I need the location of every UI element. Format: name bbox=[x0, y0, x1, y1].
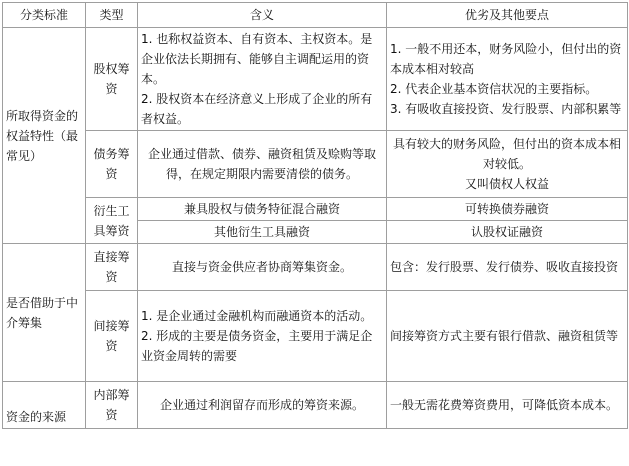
meaning-derivative-other: 其他衍生工具融资 bbox=[138, 221, 387, 244]
type-internal-financing: 内部筹资 bbox=[86, 382, 138, 429]
pros-debt-financing bbox=[387, 131, 628, 198]
meaning-direct-financing: 直接与资金供应者协商筹集资金。 bbox=[138, 244, 387, 291]
pros-debt-point-1: 具有较大的财务风险，但付出的资本成本相对较低。 bbox=[392, 137, 621, 171]
category-intermediary: 是否借助于中介筹集 bbox=[3, 244, 86, 382]
table-row-derivative-hybrid bbox=[3, 198, 628, 221]
meaning-indirect-point-1: 1. 是企业通过金融机构而融通资本的活动。 bbox=[141, 309, 373, 323]
pros-derivative-hybrid: 可转换债券融资 bbox=[387, 198, 628, 221]
meaning-debt-financing: 企业通过借款、债券、融资租赁及赊购等取得，在规定期限内需要清偿的债务。 bbox=[138, 131, 387, 198]
pros-derivative-other: 认股权证融资 bbox=[387, 221, 628, 244]
pros-internal-financing: 一般无需花费筹资费用，可降低资本成本。 bbox=[387, 382, 628, 429]
category-funds-source: 资金的来源 bbox=[3, 382, 86, 429]
meaning-indirect-point-2: 2. 形成的主要是债务资金，主要用于满足企业资金周转的需要 bbox=[141, 329, 373, 363]
header-pros-cons: 优劣及其他要点 bbox=[387, 3, 628, 28]
header-classification-standard: 分类标准 bbox=[3, 3, 86, 28]
meaning-derivative-hybrid: 兼具股权与债务特征混合融资 bbox=[138, 198, 387, 221]
pros-direct-financing: 包含：发行股票、发行债券、吸收直接投资 bbox=[387, 244, 628, 291]
pros-equity-point-3: 3. 有吸收直接投资、发行股票、内部积累等 bbox=[390, 102, 622, 116]
category-equity-characteristics: 所取得资金的权益特性（最常见） bbox=[3, 28, 86, 244]
header-type: 类型 bbox=[86, 3, 138, 28]
pros-equity-point-1: 1. 一般不用还本，财务风险小，但付出的资本成本相对较高 bbox=[390, 42, 622, 76]
pros-equity-financing bbox=[387, 28, 628, 131]
type-derivative-financing: 衍生工具筹资 bbox=[86, 198, 138, 244]
table-row-debt-financing bbox=[3, 131, 628, 198]
table-row-direct-financing bbox=[3, 244, 628, 291]
meaning-internal-financing: 企业通过利润留存而形成的筹资来源。 bbox=[138, 382, 387, 429]
type-indirect-financing: 间接筹资 bbox=[86, 291, 138, 382]
type-debt-financing: 债务筹资 bbox=[86, 131, 138, 198]
table-row-internal-financing bbox=[3, 382, 628, 429]
table-row-equity-financing bbox=[3, 28, 628, 131]
meaning-equity-point-2: 2. 股权资本在经济意义上形成了企业的所有者权益。 bbox=[141, 92, 373, 126]
pros-debt-point-2: 又叫债权人权益 bbox=[464, 177, 549, 191]
type-equity-financing: 股权筹资 bbox=[86, 28, 138, 131]
pros-equity-point-2: 2. 代表企业基本资信状况的主要指标。 bbox=[390, 82, 598, 96]
meaning-equity-point-1: 1. 也称权益资本、自有资本、主权资本。是企业依法长期拥有、能够自主调配运用的资本。 bbox=[141, 32, 373, 86]
pros-indirect-financing: 间接筹资方式主要有银行借款、融资租赁等 bbox=[387, 291, 628, 382]
meaning-indirect-financing bbox=[138, 291, 387, 382]
type-direct-financing: 直接筹资 bbox=[86, 244, 138, 291]
header-meaning: 含义 bbox=[138, 3, 387, 28]
table-row-indirect-financing bbox=[3, 291, 628, 382]
financing-classification-table bbox=[2, 2, 628, 429]
meaning-equity-financing bbox=[138, 28, 387, 131]
header-row bbox=[3, 3, 628, 28]
